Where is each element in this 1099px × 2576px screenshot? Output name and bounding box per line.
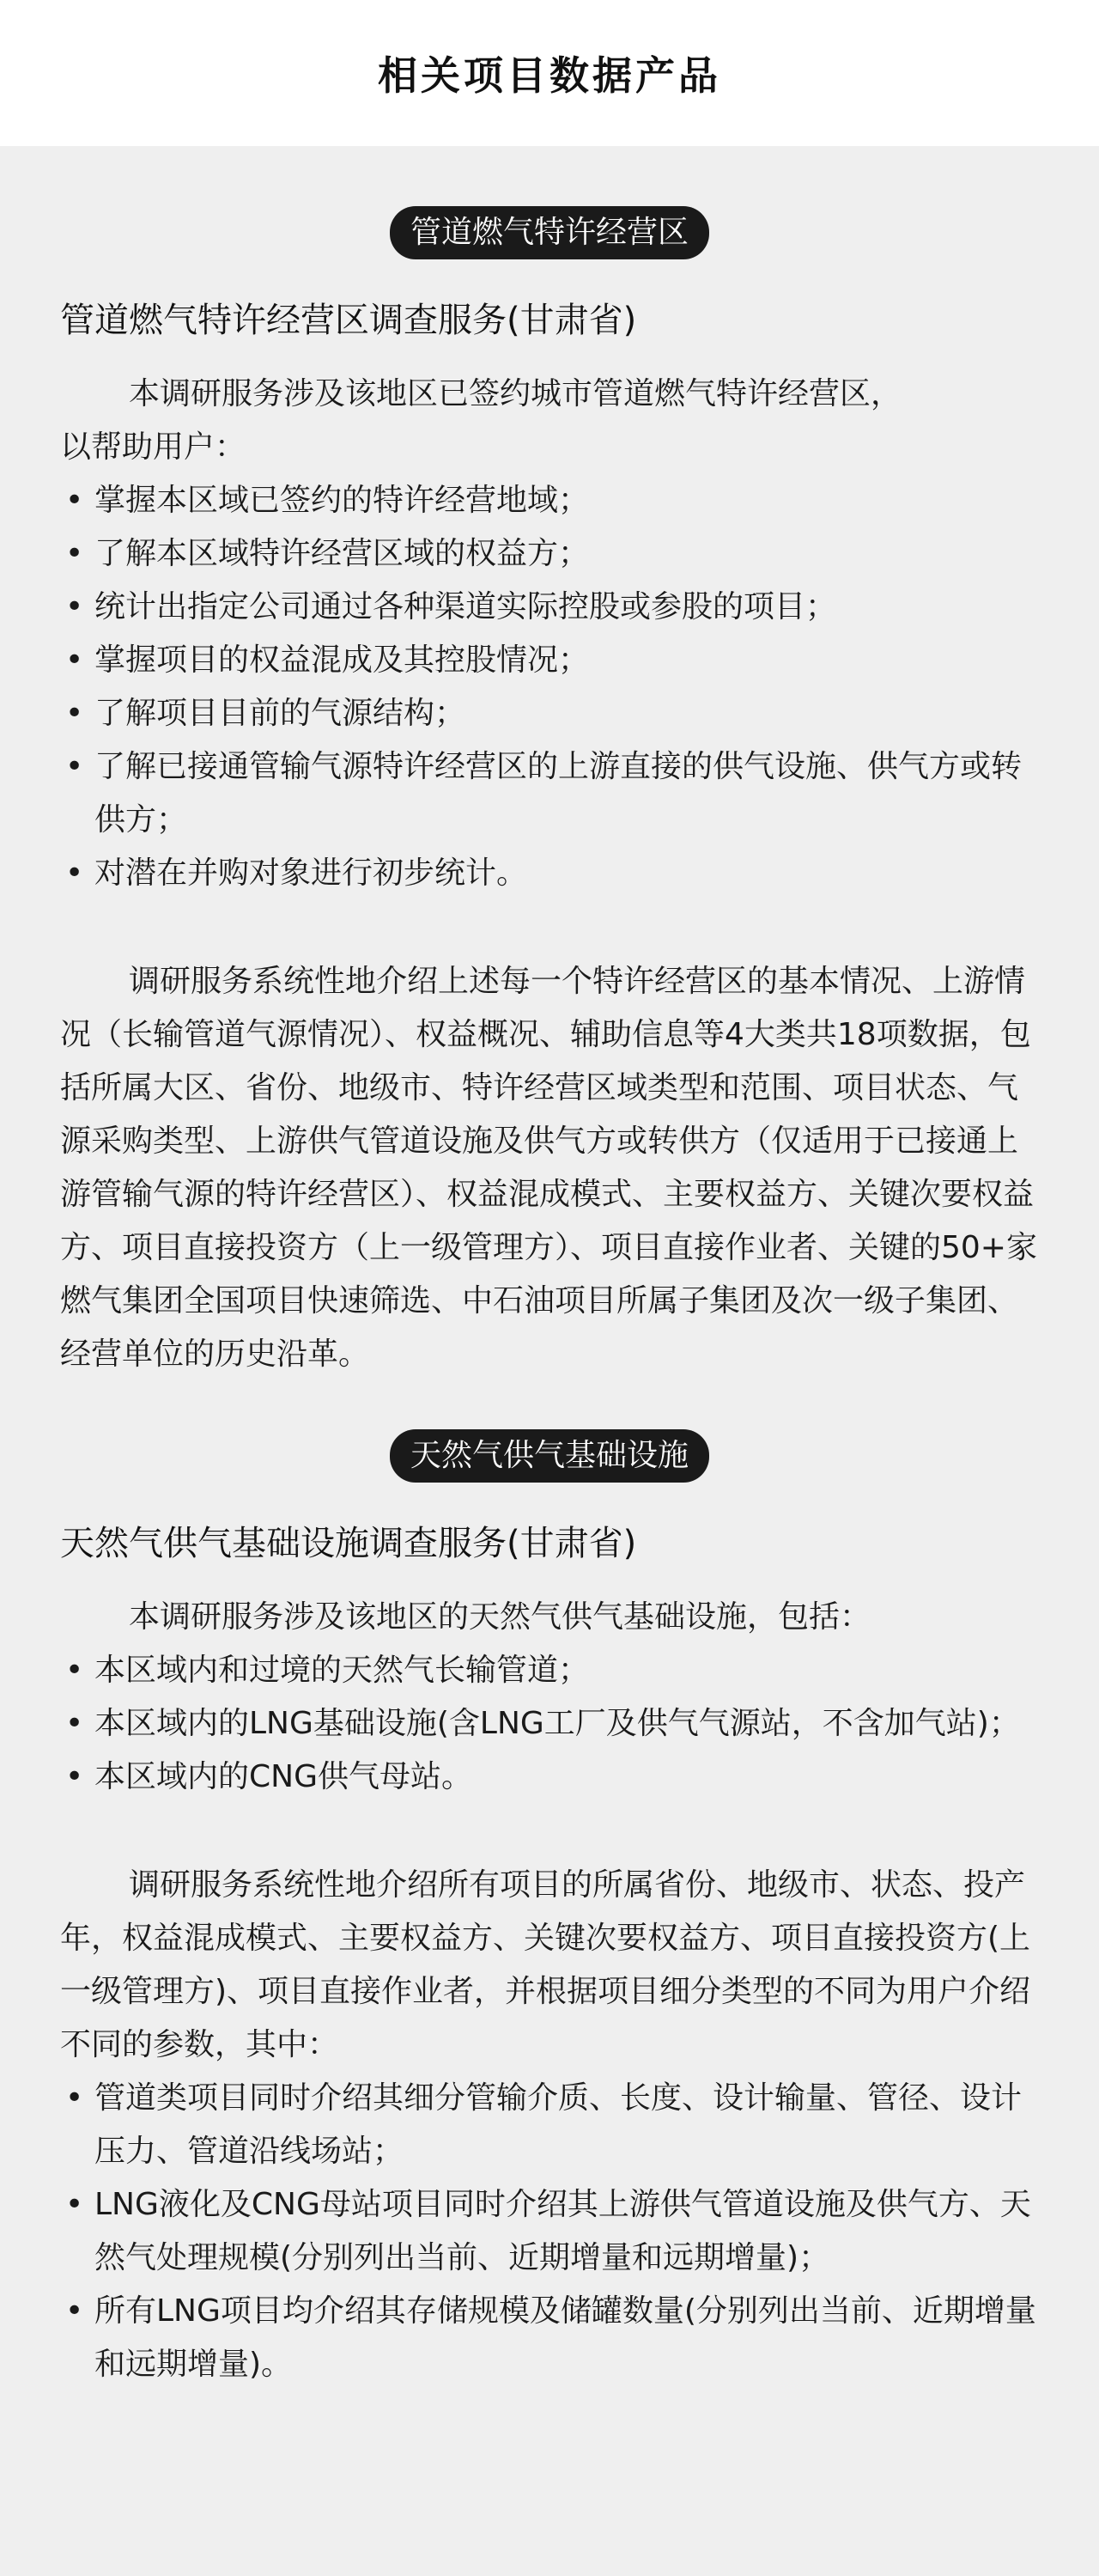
bullet-icon: • bbox=[65, 642, 84, 678]
bullet-icon: • bbox=[65, 1759, 84, 1794]
bullet-icon: • bbox=[65, 483, 84, 518]
section-tag-pipeline: 管道燃气特许经营区 bbox=[390, 206, 709, 259]
bullet-icon: • bbox=[65, 2080, 84, 2116]
list-item: • 了解项目目前的气源结构； bbox=[60, 687, 1039, 740]
list-item: • LNG液化及CNG母站项目同时介绍其上游供气管道设施及供气方、天然气处理规模(分别列出当前、近期增量和远期增量)； bbox=[60, 2178, 1039, 2285]
intro-text-cont: 以帮助用户： bbox=[60, 429, 246, 465]
section-heading-infrastructure: 天然气供气基础设施调查服务(甘肃省) bbox=[60, 1524, 637, 1563]
list-item: • 本区域内和过境的天然气长输管道； bbox=[60, 1644, 1039, 1697]
section-heading-pipeline: 管道燃气特许经营区调查服务(甘肃省) bbox=[60, 301, 637, 340]
list-item: • 掌握项目的权益混成及其控股情况； bbox=[60, 634, 1039, 687]
bullet-icon: • bbox=[65, 696, 84, 731]
bullet-icon: • bbox=[65, 536, 84, 571]
list-item: • 掌握本区域已签约的特许经营地域； bbox=[60, 474, 1039, 527]
list-item: • 本区域内的CNG供气母站。 bbox=[60, 1751, 1039, 1804]
bullet-icon: • bbox=[65, 856, 84, 891]
page-header bbox=[0, 0, 1099, 146]
bullet-icon: • bbox=[65, 589, 84, 624]
section-tag-infrastructure: 天然气供气基础设施 bbox=[390, 1429, 709, 1483]
list-item: • 了解已接通管输气源特许经营区的上游直接的供气设施、供气方或转供方； bbox=[60, 740, 1039, 847]
description-paragraph: 调研服务系统性地介绍上述每一个特许经营区的基本情况、上游情况（长输管道气源情况）、权益概况、辅助信息等4大类共18项数据，包括所属大区、省份、地级市、特许经营区域类型和范围、项目状态、气源采购类型、上游供气管道设施及供气方或转供方（仅适用于已接通上游管输气源的特许经营区）、权益混成模式、主要权益方、关键次要权益方、项目直接投资方（上一级管理方）、项目直接作业者、关键的50+家燃气集团全国项目快速筛选、中石油项目所属子集团及次一级子集团、经营单位的历史沿革。 bbox=[60, 964, 1037, 1372]
bullet-icon: • bbox=[65, 2293, 84, 2329]
list-item: • 了解本区域特许经营区域的权益方； bbox=[60, 527, 1039, 581]
parameter-list bbox=[60, 2072, 1039, 2391]
bullet-icon: • bbox=[65, 749, 84, 784]
section-tag-row bbox=[60, 1429, 1039, 1483]
intro-text: 本调研服务涉及该地区已签约城市管道燃气特许经营区， bbox=[129, 376, 902, 411]
section-tag-row bbox=[60, 206, 1039, 259]
description-paragraph: 调研服务系统性地介绍所有项目的所属省份、地级市、状态、投产年，权益混成模式、主要权益方、关键次要权益方、项目直接投资方(上一级管理方)、项目直接作业者，并根据项目细分类型的不同为用户介绍不同的参数，其中： bbox=[60, 1867, 1031, 2062]
content-panel bbox=[0, 146, 1099, 2576]
list-item: • 管道类项目同时介绍其细分管输介质、长度、设计输量、管径、设计压力、管道沿线场站； bbox=[60, 2072, 1039, 2178]
bullet-icon: • bbox=[65, 1653, 84, 1688]
feature-list bbox=[60, 474, 1039, 900]
bullet-icon: • bbox=[65, 2187, 84, 2222]
list-item: • 对潜在并购对象进行初步统计。 bbox=[60, 847, 1039, 900]
list-item: • 本区域内的LNG基础设施(含LNG工厂及供气气源站，不含加气站)； bbox=[60, 1697, 1039, 1751]
intro-text: 本调研服务涉及该地区的天然气供气基础设施，包括： bbox=[129, 1599, 871, 1635]
bullet-icon: • bbox=[65, 1706, 84, 1741]
list-item: • 统计出指定公司通过各种渠道实际控股或参股的项目； bbox=[60, 581, 1039, 634]
page-title: 相关项目数据产品 bbox=[378, 52, 721, 99]
list-item: • 所有LNG项目均介绍其存储规模及储罐数量(分别列出当前、近期增量和远期增量)。 bbox=[60, 2285, 1039, 2391]
feature-list bbox=[60, 1644, 1039, 1804]
